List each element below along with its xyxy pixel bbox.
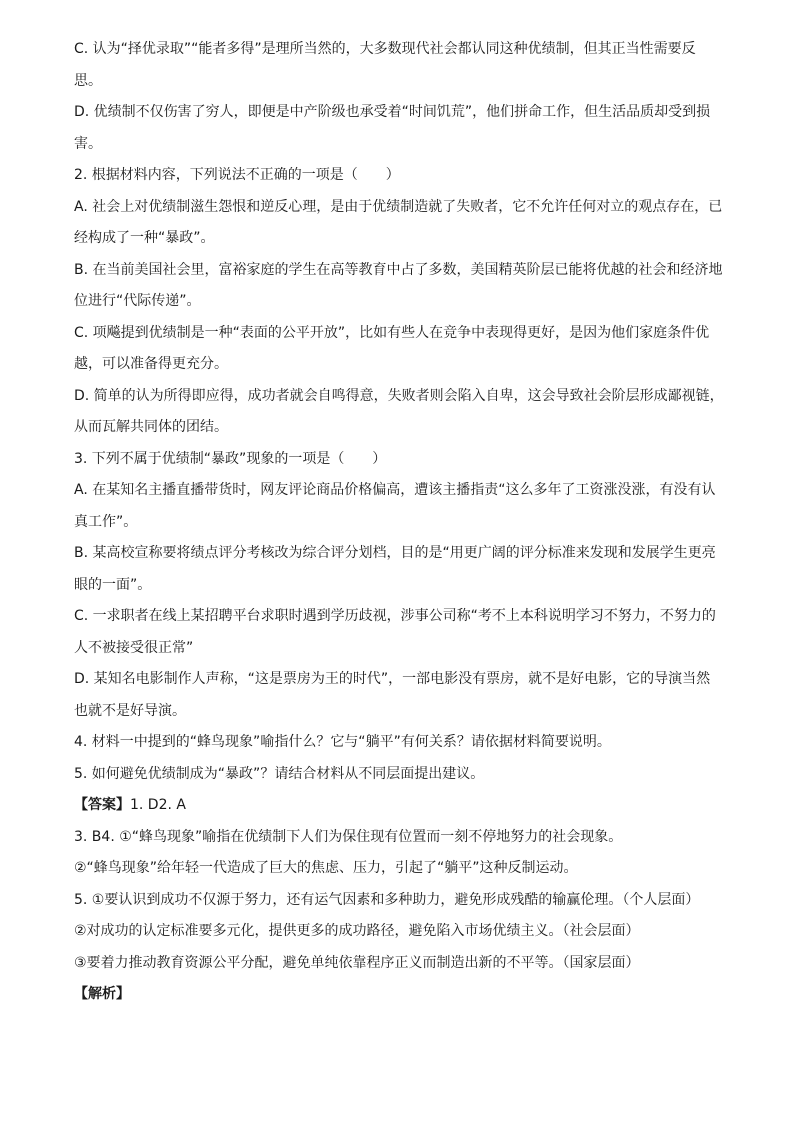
q3-option-c-line-2: 人不被接受很正常”: [74, 639, 194, 656]
q3-option-b-line-1: B. 某高校宣称要将绩点评分考核改为综合评分划档，目的是“用更广阔的评分标准来发现和发展学生更亮: [74, 545, 716, 561]
q2-option-b-line-2: 位进行“代际传递”。: [74, 293, 201, 309]
q3-option-d-line-1: D. 某知名电影制作人声称，“这是票房为王的时代”，一部电影没有票房，就不是好电影，它的导演当然: [74, 671, 711, 687]
q3-option-a-line-1: A. 在某知名主播直播带货时，网友评论商品价格偏高，遭该主播指责“这么多年了工资涨没涨，有没有认: [74, 482, 716, 498]
answer-line-4: ②对成功的认定标准要多元化，提供更多的成功路径，避免陷入市场优绩主义。（社会层面）: [74, 923, 640, 939]
q3-option-b-line-2: 眼的一面”。: [74, 576, 152, 593]
answer-line-3: 5. ①要认识到成功不仅源于努力，还有运气因素和多种助力，避免形成残酷的输赢伦理。（个人层面）: [74, 891, 700, 908]
answer-text: 1. D2. A: [130, 797, 186, 813]
option-d-line-2: 害。: [74, 135, 102, 152]
q2-option-c-line-2: 越，可以准备得更充分。: [74, 356, 228, 372]
document-content: [74, 34, 734, 1011]
q2-option-d-line-1: D. 简单的认为所得即应得，成功者就会自鸣得意，失败者则会陷入自卑，这会导致社会阶层形成鄙视链，: [74, 387, 724, 404]
q3-option-d-line-2: 也就不是好导演。: [74, 702, 186, 719]
question-5: 5. 如何避免优绩制成为“暴政”？请结合材料从不同层面提出建议。: [74, 765, 485, 782]
question-4: 4. 材料一中提到的“蜂鸟现象”喻指什么？它与“躺平”有何关系？请依据材料简要说明。: [74, 734, 611, 750]
question-3: 3. 下列不属于优绩制“暴政”现象的一项是（ ）: [74, 450, 387, 467]
q2-option-d-line-2: 从而瓦解共同体的团结。: [74, 419, 228, 435]
answer-line: [74, 790, 734, 822]
answer-label: 【答案】: [74, 797, 130, 813]
q2-option-a-line-1: A. 社会上对优绩制滋生怨恨和逆反心理，是由于优绩制造就了失败者，它不允许任何对立的观点存在，已: [74, 198, 723, 215]
answer-line-2: ②“蜂鸟现象”给年轻一代造成了巨大的焦虑、压力，引起了“躺平”这种反制运动。: [74, 860, 578, 876]
answer-line-1: 3. B4. ①“蜂鸟现象”喻指在优绩制下人们为保住现有位置而一刻不停地努力的社会现象。: [74, 828, 623, 845]
analysis-label: 【解析】: [74, 986, 130, 1002]
option-d-line-1: D. 优绩制不仅伤害了穷人，即便是中产阶级也承受着“时间饥荒”，他们拼命工作，但生活品质却受到损: [74, 104, 711, 120]
q3-option-c-line-1: C. 一求职者在线上某招聘平台求职时遇到学历歧视，涉事公司称“考不上本科说明学习不努力，不努力的: [74, 608, 716, 624]
answer-line-5: ③要着力推动教育资源公平分配，避免单纯依靠程序正义而制造出新的不平等。（国家层面）: [74, 954, 640, 971]
q2-option-a-line-2: 经构成了一种“暴政”。: [74, 230, 215, 246]
option-c-line-1: C. 认为“择优录取”“能者多得”是理所当然的，大多数现代社会都认同这种优绩制，但其正当性需要反: [74, 41, 696, 57]
q3-option-a-line-2: 真工作”。: [74, 513, 138, 530]
option-c-line-2: 思。: [74, 72, 102, 89]
q2-option-c-line-1: C. 项飚提到优绩制是一种“表面的公平开放”，比如有些人在竞争中表现得更好，是因为他们家庭条件优: [74, 324, 710, 341]
question-2: 2. 根据材料内容，下列说法不正确的一项是（ ）: [74, 167, 400, 183]
q2-option-b-line-1: B. 在当前美国社会里，富裕家庭的学生在高等教育中占了多数，美国精英阶层已能将优越的社会和经济地: [74, 261, 723, 278]
